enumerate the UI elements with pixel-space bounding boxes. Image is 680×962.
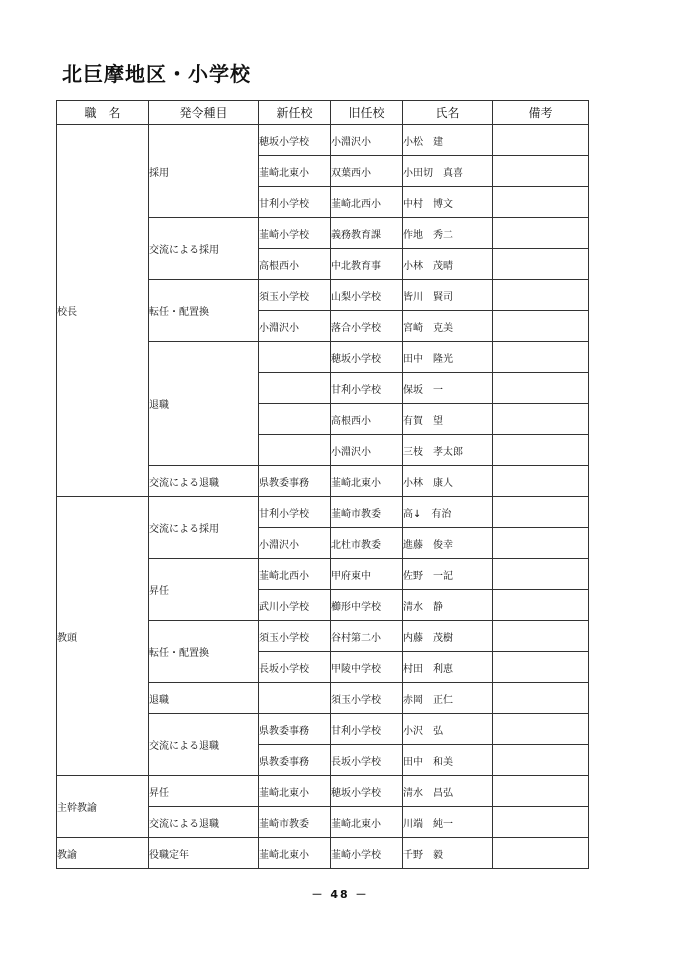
old-school-cell: 小淵沢小	[331, 125, 403, 156]
remarks-cell	[493, 838, 589, 869]
person-name-cell: 作地 秀二	[403, 218, 493, 249]
new-school-cell: 県教委事務	[259, 466, 331, 497]
person-name-cell: 村田 利恵	[403, 652, 493, 683]
table-row	[57, 776, 589, 807]
person-name-cell: 内藤 茂樹	[403, 621, 493, 652]
remarks-cell	[493, 435, 589, 466]
remarks-cell	[493, 714, 589, 745]
appointment-type-cell: 交流による退職	[149, 807, 259, 838]
new-school-cell: 甘利小学校	[259, 187, 331, 218]
new-school-cell	[259, 373, 331, 404]
remarks-cell	[493, 807, 589, 838]
remarks-cell	[493, 745, 589, 776]
personnel-table	[56, 100, 589, 869]
remarks-cell	[493, 187, 589, 218]
old-school-cell: 穂坂小学校	[331, 342, 403, 373]
old-school-cell: 中北教育事	[331, 249, 403, 280]
remarks-cell	[493, 311, 589, 342]
person-name-cell: 進藤 俊幸	[403, 528, 493, 559]
person-name-cell: 田中 隆光	[403, 342, 493, 373]
person-name-cell: 小田切 真喜	[403, 156, 493, 187]
remarks-cell	[493, 621, 589, 652]
table-body	[57, 125, 589, 869]
header-appointment-type: 発令種目	[149, 101, 259, 125]
old-school-cell: 甘利小学校	[331, 714, 403, 745]
position-cell: 教諭	[57, 838, 149, 869]
new-school-cell: 甘利小学校	[259, 497, 331, 528]
person-name-cell: 佐野 一記	[403, 559, 493, 590]
old-school-cell: 須玉小学校	[331, 683, 403, 714]
person-name-cell: 田中 和美	[403, 745, 493, 776]
header-name: 氏名	[403, 101, 493, 125]
old-school-cell: 長坂小学校	[331, 745, 403, 776]
person-name-cell: 清水 静	[403, 590, 493, 621]
appointment-type-cell: 交流による退職	[149, 714, 259, 776]
old-school-cell: 甲府東中	[331, 559, 403, 590]
new-school-cell: 韮崎小学校	[259, 218, 331, 249]
new-school-cell	[259, 342, 331, 373]
person-name-cell: 小沢 弘	[403, 714, 493, 745]
header-position: 職 名	[57, 101, 149, 125]
new-school-cell: 県教委事務	[259, 745, 331, 776]
old-school-cell: 義務教育課	[331, 218, 403, 249]
old-school-cell: 韮崎北西小	[331, 187, 403, 218]
old-school-cell: 甘利小学校	[331, 373, 403, 404]
header-new-school: 新任校	[259, 101, 331, 125]
position-cell: 主幹教諭	[57, 776, 149, 838]
person-name-cell: 高↓ 有治	[403, 497, 493, 528]
new-school-cell: 武川小学校	[259, 590, 331, 621]
page-number: － 48 －	[311, 888, 369, 901]
remarks-cell	[493, 466, 589, 497]
remarks-cell	[493, 156, 589, 187]
remarks-cell	[493, 218, 589, 249]
person-name-cell: 皆川 賢司	[403, 280, 493, 311]
person-name-cell: 小松 建	[403, 125, 493, 156]
new-school-cell: 小淵沢小	[259, 311, 331, 342]
appointment-type-cell: 転任・配置換	[149, 621, 259, 683]
appointment-type-cell: 昇任	[149, 559, 259, 621]
old-school-cell: 谷村第二小	[331, 621, 403, 652]
remarks-cell	[493, 249, 589, 280]
remarks-cell	[493, 280, 589, 311]
old-school-cell: 櫛形中学校	[331, 590, 403, 621]
person-name-cell: 有賀 望	[403, 404, 493, 435]
header-remarks: 備考	[493, 101, 589, 125]
new-school-cell: 韮崎北西小	[259, 559, 331, 590]
person-name-cell: 川端 純一	[403, 807, 493, 838]
remarks-cell	[493, 404, 589, 435]
new-school-cell: 穂坂小学校	[259, 125, 331, 156]
new-school-cell: 韮崎市教委	[259, 807, 331, 838]
new-school-cell: 高根西小	[259, 249, 331, 280]
new-school-cell: 韮崎北東小	[259, 838, 331, 869]
old-school-cell: 韮崎市教委	[331, 497, 403, 528]
page-title: 北巨摩地区・小学校	[62, 62, 251, 86]
table-row	[57, 838, 589, 869]
appointment-type-cell: 交流による退職	[149, 466, 259, 497]
remarks-cell	[493, 373, 589, 404]
old-school-cell: 高根西小	[331, 404, 403, 435]
appointment-type-cell: 採用	[149, 125, 259, 218]
new-school-cell	[259, 683, 331, 714]
old-school-cell: 双葉西小	[331, 156, 403, 187]
remarks-cell	[493, 652, 589, 683]
position-cell: 教頭	[57, 497, 149, 776]
person-name-cell: 小林 康人	[403, 466, 493, 497]
person-name-cell: 保坂 一	[403, 373, 493, 404]
remarks-cell	[493, 559, 589, 590]
remarks-cell	[493, 342, 589, 373]
old-school-cell: 山梨小学校	[331, 280, 403, 311]
old-school-cell: 韮崎北東小	[331, 807, 403, 838]
remarks-cell	[493, 125, 589, 156]
old-school-cell: 北杜市教委	[331, 528, 403, 559]
remarks-cell	[493, 497, 589, 528]
person-name-cell: 宮崎 克美	[403, 311, 493, 342]
new-school-cell: 須玉小学校	[259, 280, 331, 311]
remarks-cell	[493, 776, 589, 807]
appointment-type-cell: 交流による採用	[149, 218, 259, 280]
remarks-cell	[493, 590, 589, 621]
new-school-cell	[259, 404, 331, 435]
old-school-cell: 穂坂小学校	[331, 776, 403, 807]
appointment-type-cell: 役職定年	[149, 838, 259, 869]
position-cell: 校長	[57, 125, 149, 497]
old-school-cell: 韮崎北東小	[331, 466, 403, 497]
remarks-cell	[493, 528, 589, 559]
person-name-cell: 三枝 孝太郎	[403, 435, 493, 466]
person-name-cell: 千野 毅	[403, 838, 493, 869]
old-school-cell: 落合小学校	[331, 311, 403, 342]
appointment-type-cell: 退職	[149, 683, 259, 714]
table-row	[57, 125, 589, 156]
table-header-row	[57, 101, 589, 125]
new-school-cell	[259, 435, 331, 466]
new-school-cell: 県教委事務	[259, 714, 331, 745]
person-name-cell: 小林 茂晴	[403, 249, 493, 280]
table-row	[57, 497, 589, 528]
old-school-cell: 甲陵中学校	[331, 652, 403, 683]
appointment-type-cell: 昇任	[149, 776, 259, 807]
new-school-cell: 長坂小学校	[259, 652, 331, 683]
header-old-school: 旧任校	[331, 101, 403, 125]
old-school-cell: 小淵沢小	[331, 435, 403, 466]
appointment-type-cell: 退職	[149, 342, 259, 466]
person-name-cell: 赤岡 正仁	[403, 683, 493, 714]
person-name-cell: 中村 博文	[403, 187, 493, 218]
new-school-cell: 韮崎北東小	[259, 156, 331, 187]
person-name-cell: 清水 昌弘	[403, 776, 493, 807]
old-school-cell: 韮崎小学校	[331, 838, 403, 869]
appointment-type-cell: 交流による採用	[149, 497, 259, 559]
new-school-cell: 韮崎北東小	[259, 776, 331, 807]
appointment-type-cell: 転任・配置換	[149, 280, 259, 342]
remarks-cell	[493, 683, 589, 714]
new-school-cell: 小淵沢小	[259, 528, 331, 559]
new-school-cell: 須玉小学校	[259, 621, 331, 652]
